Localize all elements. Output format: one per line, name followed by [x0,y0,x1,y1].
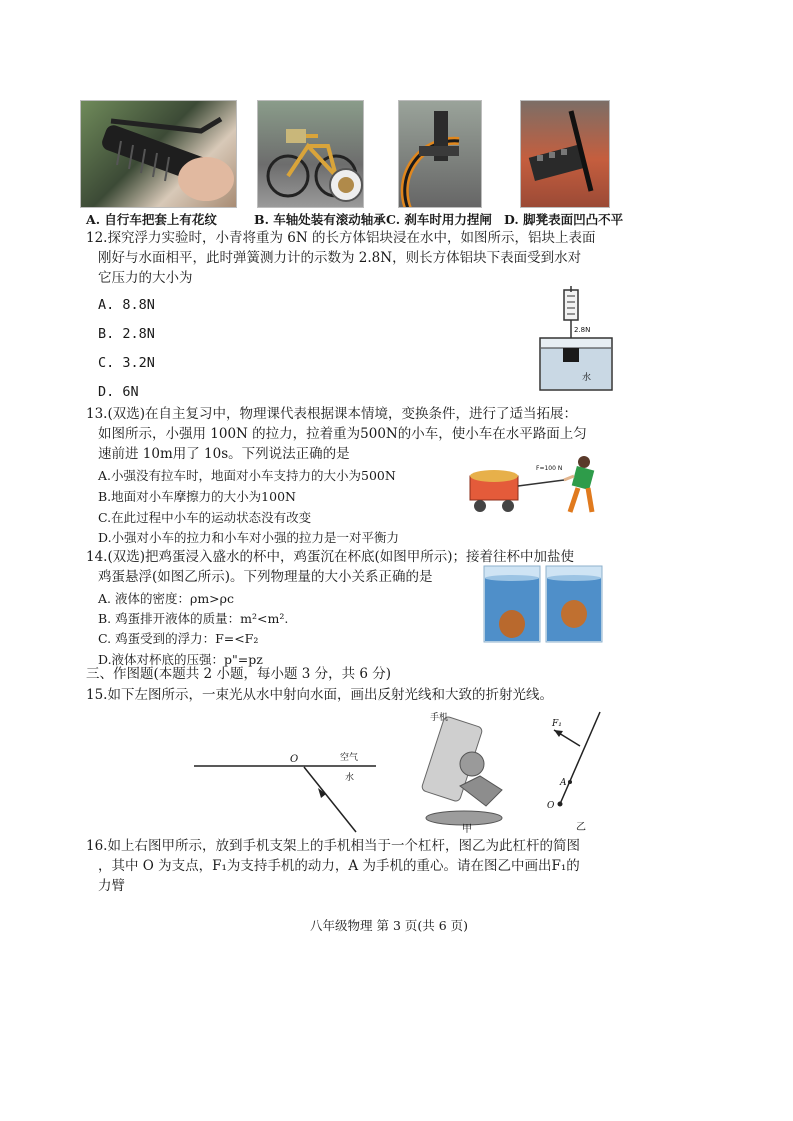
section-3-heading: 三、作图题(本题共 2 小题，每小题 3 分，共 6 分) [86,666,392,682]
q15-point-o: O [290,754,299,765]
q14-egg-cups-figure [482,564,604,644]
q12-scale-reading: 2.8N [574,326,591,334]
q16-label-o: O [547,801,555,811]
photo-caption-b: B. 车轴处装有滚动轴承 [254,212,386,227]
q14-option-b: B. 鸡蛋排开液体的质量：m²<m². [98,611,289,626]
q15-stem: 15.如下左图所示，一束光从水中射向水面，画出反射光线和大致的折射光线。 [86,687,553,703]
q15-air-label: 空气 [340,753,359,763]
q12-option-d: D. 6N [98,384,139,400]
q13-stem-line-2: 如图所示，小强用 100N 的拉力，拉着重为500N的小车，使小车在水平路面上匀 [98,426,587,442]
q12-water-label: 水 [582,373,592,383]
photo-caption-a: A. 自行车把套上有花纹 [86,212,217,227]
q16-label-yi: 乙 [576,822,586,833]
page-footer: 八年级物理 第 3 页(共 6 页) [310,918,469,933]
q16-stem-line-3: 力臂 [98,878,125,894]
q13-option-c: C.在此过程中小车的运动状态没有改变 [98,510,312,525]
q12-spring-scale-figure [538,286,616,392]
q14-stem-line-1: 14.(双选)把鸡蛋浸入盛水的杯中，鸡蛋沉在杯底(如图甲所示)；接着往杯中加盐使 [86,549,575,565]
q12-option-a: A. 8.8N [98,297,155,313]
q16-phone-label: 手机 [430,713,449,723]
photo-handlebar-grip [80,100,237,208]
q13-stem-line-1: 13.(双选)在自主复习中，物理课代表根据课本情境，变换条件，进行了适当拓展： [86,406,578,422]
q13-option-b: B.地面对小车摩擦力的大小为100N [98,489,296,504]
q13-force-label: F=100 N [536,465,563,472]
q14-option-c: C. 鸡蛋受到的浮力：F=<F₂ [98,631,259,646]
q16-label-f1: F₁ [552,719,562,729]
q12-stem-line-3: 它压力的大小为 [98,270,193,286]
photo-caption-d: D. 脚凳表面凹凸不平 [504,212,624,227]
q12-option-c: C. 3.2N [98,355,155,371]
q12-stem-line-2: 刚好与水面相平，此时弹簧测力计的示数为 2.8N，则长方体铝块下表面受到水对 [98,250,582,266]
q16-stem-line-2: ，其中 O 为支点，F₁为支持手机的动力，A 为手机的重心。请在图乙中画出F₁的 [98,858,580,874]
q16-label-jia: 甲 [462,824,472,834]
q14-option-a: A. 液体的密度：ρm>ρc [98,591,234,606]
q15-water-label: 水 [345,773,355,783]
photo-brake-lever [398,100,482,208]
q15-light-ray-figure [190,740,380,840]
q16-label-a: A [560,778,567,788]
q16-phone-stand-figure [420,706,620,834]
brake-illustration [399,101,481,207]
pedal-illustration [521,101,609,207]
q12-stem-line-1: 12.探究浮力实验时，小青将重为 6N 的长方体铝块浸在水中，如图所示，铝块上表面 [86,230,596,246]
q13-stem-line-3: 速前进 10m用了 10s。下列说法正确的是 [98,446,350,462]
q13-option-a: A.小强没有拉车时，地面对小车支持力的大小为500N [98,468,396,483]
handlebar-grip-illustration [81,101,236,207]
photo-pedal [520,100,610,208]
q13-pulling-cart-figure [466,452,612,518]
bicycle-illustration [258,101,363,207]
photo-bicycle-bearing [257,100,364,208]
q12-option-b: B. 2.8N [98,326,155,342]
q14-stem-line-2: 鸡蛋悬浮(如图乙所示)。下列物理量的大小关系正确的是 [98,569,433,585]
photo-caption-c: C. 刹车时用力捏闸 [386,212,492,227]
q16-stem-line-1: 16.如上右图甲所示，放到手机支架上的手机相当于一个杠杆，图乙为此杠杆的简图 [86,838,580,854]
q13-option-d: D.小强对小车的拉力和小车对小强的拉力是一对平衡力 [98,530,400,545]
q14-option-d: D.液体对杯底的压强：p"=pz [98,652,263,667]
